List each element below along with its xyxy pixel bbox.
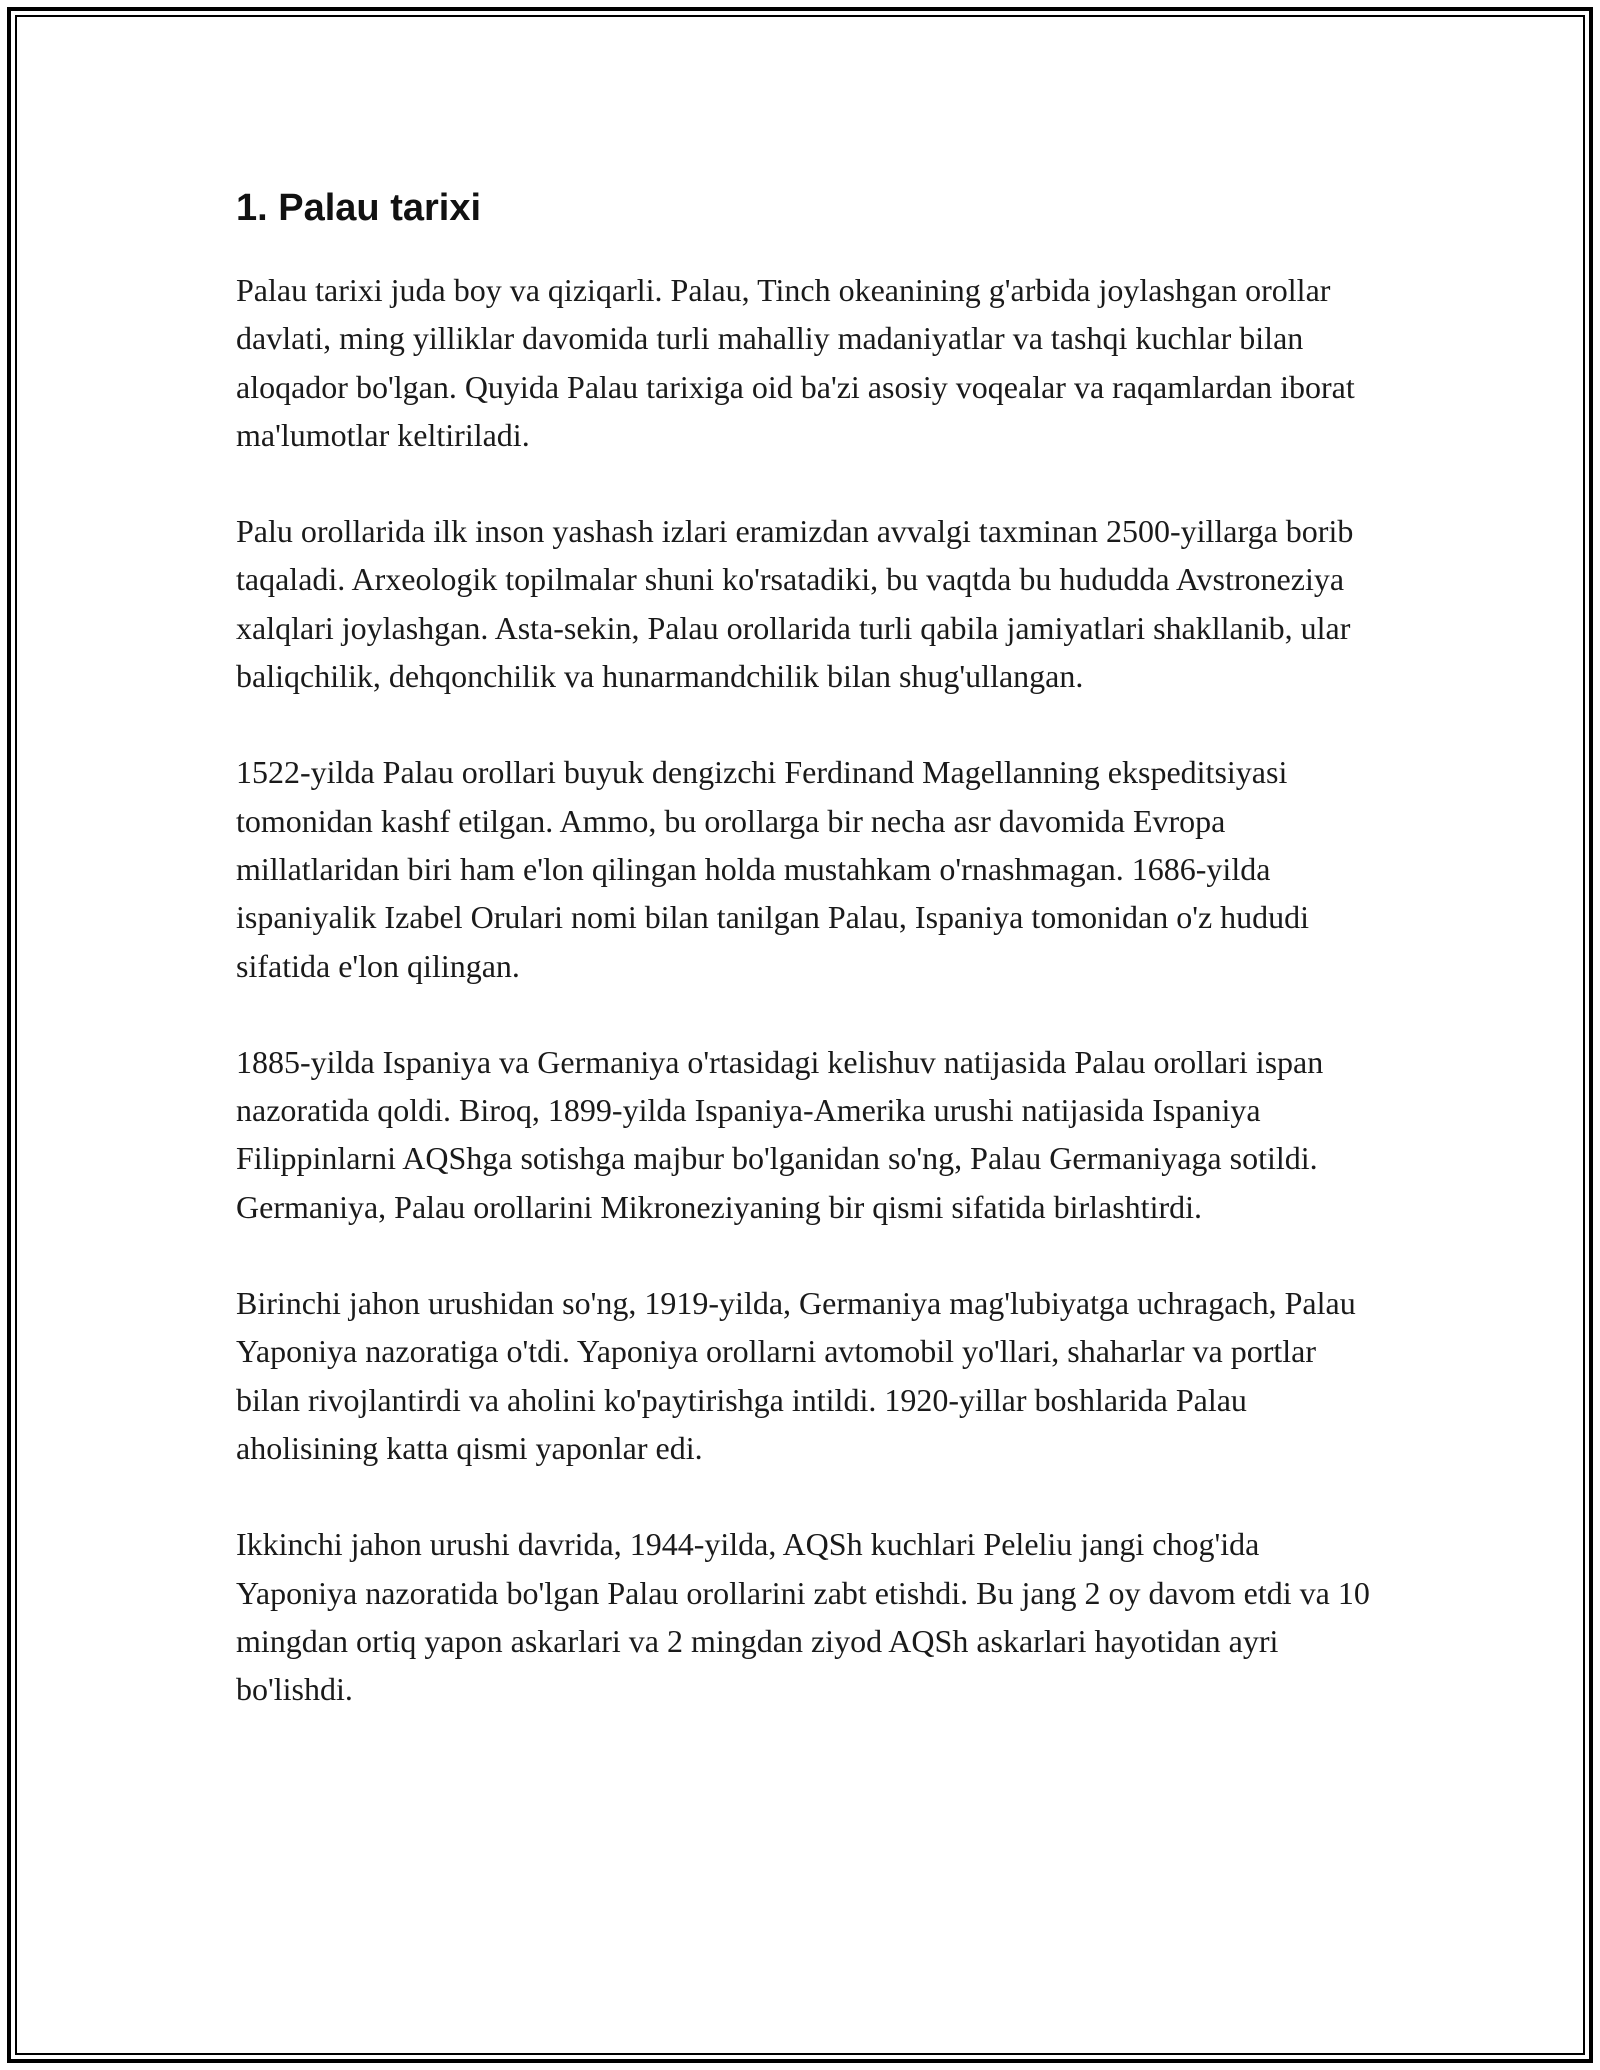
paragraph-european-discovery: 1522-yilda Palau orollari buyuk dengizchi Ferdinand Magellanning ekspeditsiyasi tomonidan kashf etilgan. Ammo, bu orollarga bir necha asr davomida Evropa millatlaridan biri ham e'lon qilingan holda mustahkam o'rnashmagan. 1686-yilda ispaniyalik Izabel Orulari nomi bilan tanilgan Palau, Ispaniya tomonidan o'z hududi sifatida e'lon qilingan. — [236, 754, 1310, 984]
paragraph-early-settlement: Palu orollarida ilk inson yashash izlari eramizdan avvalgi taxminan 2500-yillarga borib taqaladi. Arxeologik topilmalar shuni ko'rsatadiki, bu vaqtda bu hududda Avstroneziya xalqlari joylashgan. Asta-sekin, Palau orollarida turli qabila jamiyatlari shakllanib, ular baliqchilik, dehqonchilik va hunarmandchilik bilan shug'ullangan. — [236, 513, 1354, 695]
paragraph-spanish-german-rule: 1885-yilda Ispaniya va Germaniya o'rtasidagi kelishuv natijasida Palau orollari ispan nazoratida qoldi. Biroq, 1899-yilda Ispaniya-Amerika urushi natijasida Ispaniya Filippinlarni AQShga sotishga majbur bo'lganidan so'ng, Palau Germaniyaga sotildi. Germaniya, Palau orollarini Mikroneziyaning bir qismi sifatida birlashtirdi. — [236, 1043, 1324, 1225]
paragraph-world-war-two: Ikkinchi jahon urushi davrida, 1944-yilda, AQSh kuchlari Peleliu jangi chog'ida Yaponiya nazoratida bo'lgan Palau orollarini zabt etishdi. Bu jang 2 oy davom etdi va 10 mingdan ortiq yapon askarlari va 2 mingdan ziyod AQSh askarlari hayotidan ayri bo'lishdi. — [236, 1526, 1370, 1708]
paragraph-intro: Palau tarixi juda boy va qiziqarli. Palau, Tinch okeanining g'arbida joylashgan orollar davlati, ming yilliklar davomida turli mahalliy madaniyatlar va tashqi kuchlar bilan aloqador bo'lgan. Quyida Palau tarixiga oid ba'zi asosiy voqealar va raqamlardan iborat ma'lumotlar keltiriladi. — [236, 272, 1355, 453]
page-title: 1. Palau tarixi — [236, 187, 482, 229]
paragraph-japanese-rule: Birinchi jahon urushidan so'ng, 1919-yilda, Germaniya mag'lubiyatga uchragach, Palau Yaponiya nazoratiga o'tdi. Yaponiya orollarni avtomobil yo'llari, shaharlar va portlar bilan rivojlantirdi va aholini ko'paytirishga intildi. 1920-yillar boshlarida Palau aholisining katta qismi yaponlar edi. — [236, 1285, 1356, 1466]
document-page — [236, 186, 1372, 1713]
